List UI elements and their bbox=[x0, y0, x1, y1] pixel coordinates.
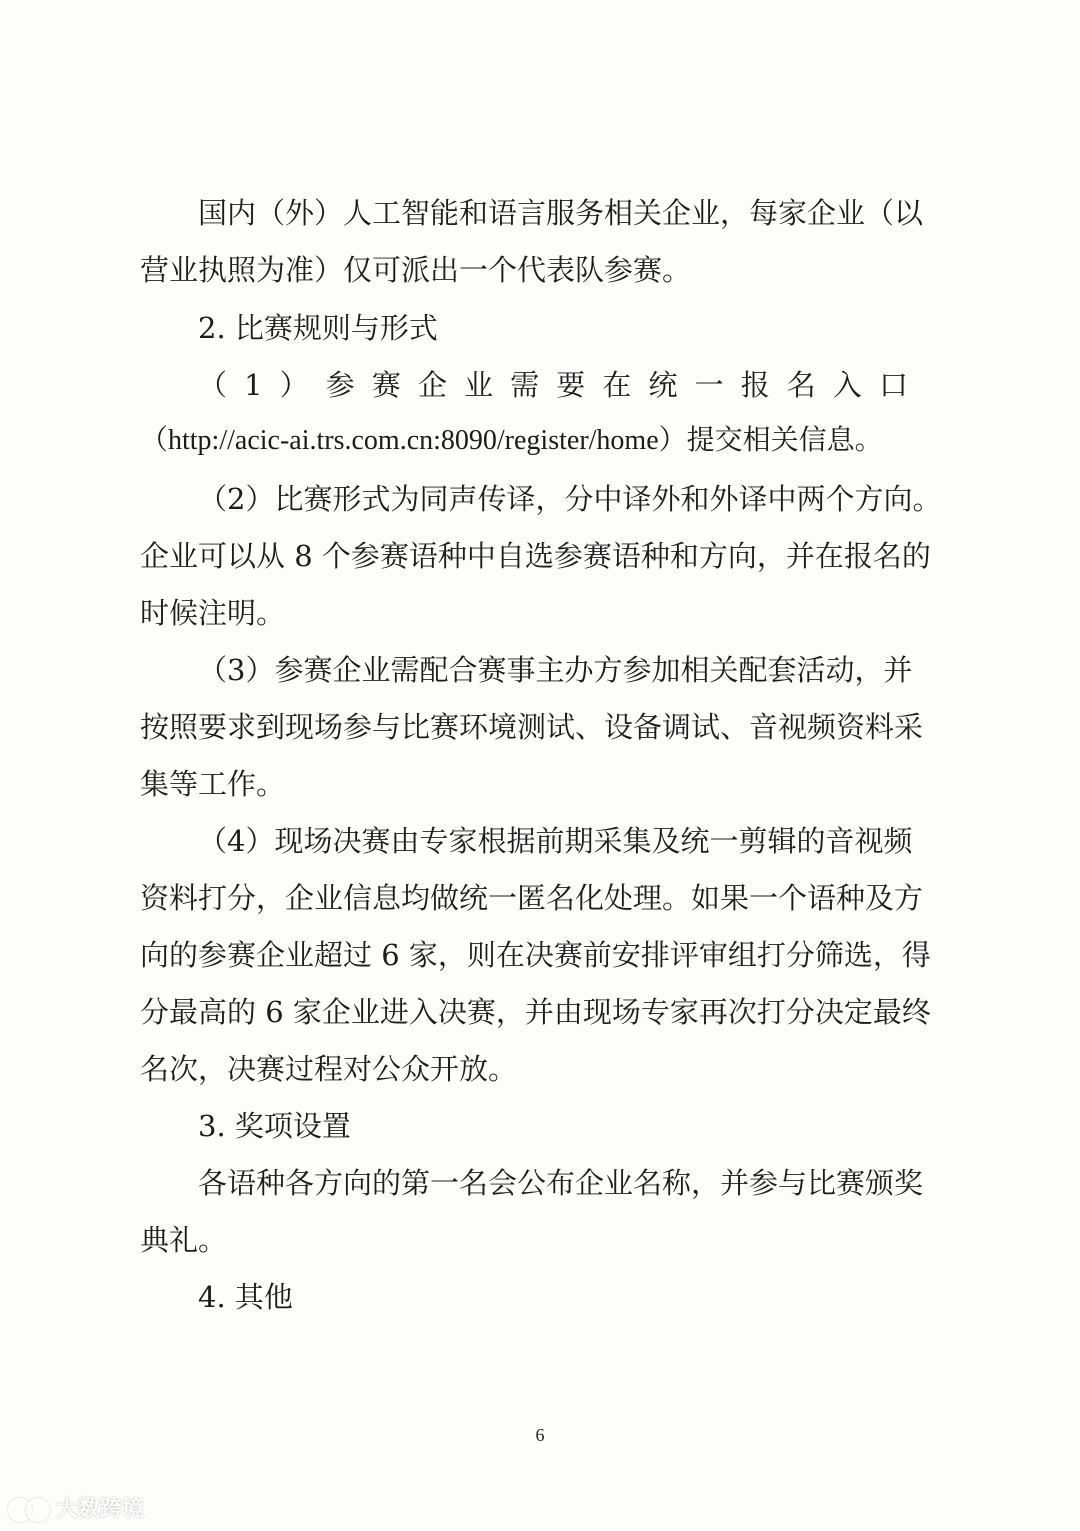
paragraph-line: （2）比赛形式为同声传译，分中译外和外译中两个方向。 bbox=[198, 482, 942, 516]
paragraph-line: 按照要求到现场参与比赛环境测试、设备调试、音视频资料采 bbox=[140, 710, 924, 744]
section-heading: 2. 比赛规则与形式 bbox=[198, 311, 438, 345]
paragraph-line: 营业执照为准）仅可派出一个代表队参赛。 bbox=[140, 253, 692, 287]
section-heading: 3. 奖项设置 bbox=[198, 1109, 351, 1143]
paragraph-line: 企业可以从 8 个参赛语种中自选参赛语种和方向，并在报名的 bbox=[140, 539, 931, 573]
section-heading: 4. 其他 bbox=[198, 1280, 293, 1314]
paragraph-line: 向的参赛企业超过 6 家，则在决赛前安排评审组打分筛选，得 bbox=[140, 938, 931, 972]
paragraph-line: 各语种各方向的第一名会公布企业名称，并参与比赛颁奖 bbox=[198, 1166, 924, 1200]
paragraph-line: （4）现场决赛由专家根据前期采集及统一剪辑的音视频 bbox=[198, 824, 913, 858]
watermark bbox=[6, 1492, 144, 1523]
paragraph-line: （3）参赛企业需配合赛事主办方参加相关配套活动，并 bbox=[198, 653, 913, 687]
watermark-logo-icon bbox=[6, 1494, 50, 1522]
paragraph-line: 典礼。 bbox=[140, 1223, 228, 1257]
paragraph-line: 国内（外）人工智能和语言服务相关企业，每家企业（以 bbox=[198, 196, 924, 230]
paragraph-line: （1）参赛企业需要在统一报名入口 bbox=[198, 368, 910, 402]
page-number: 6 bbox=[535, 1425, 545, 1445]
watermark-text: 大数跨境 bbox=[56, 1497, 145, 1522]
paragraph-line: 集等工作。 bbox=[140, 767, 286, 801]
paragraph-line: 时候注明。 bbox=[140, 596, 286, 630]
paragraph-line: （http://acic-ai.trs.com.cn:8090/register/home）提交相关信息。 bbox=[140, 425, 883, 456]
paragraph-line: 资料打分，企业信息均做统一匿名化处理。如果一个语种及方 bbox=[140, 881, 924, 915]
paragraph-line: 分最高的 6 家企业进入决赛，并由现场专家再次打分决定最终 bbox=[140, 995, 931, 1029]
paragraph-line: 名次，决赛过程对公众开放。 bbox=[140, 1052, 518, 1086]
